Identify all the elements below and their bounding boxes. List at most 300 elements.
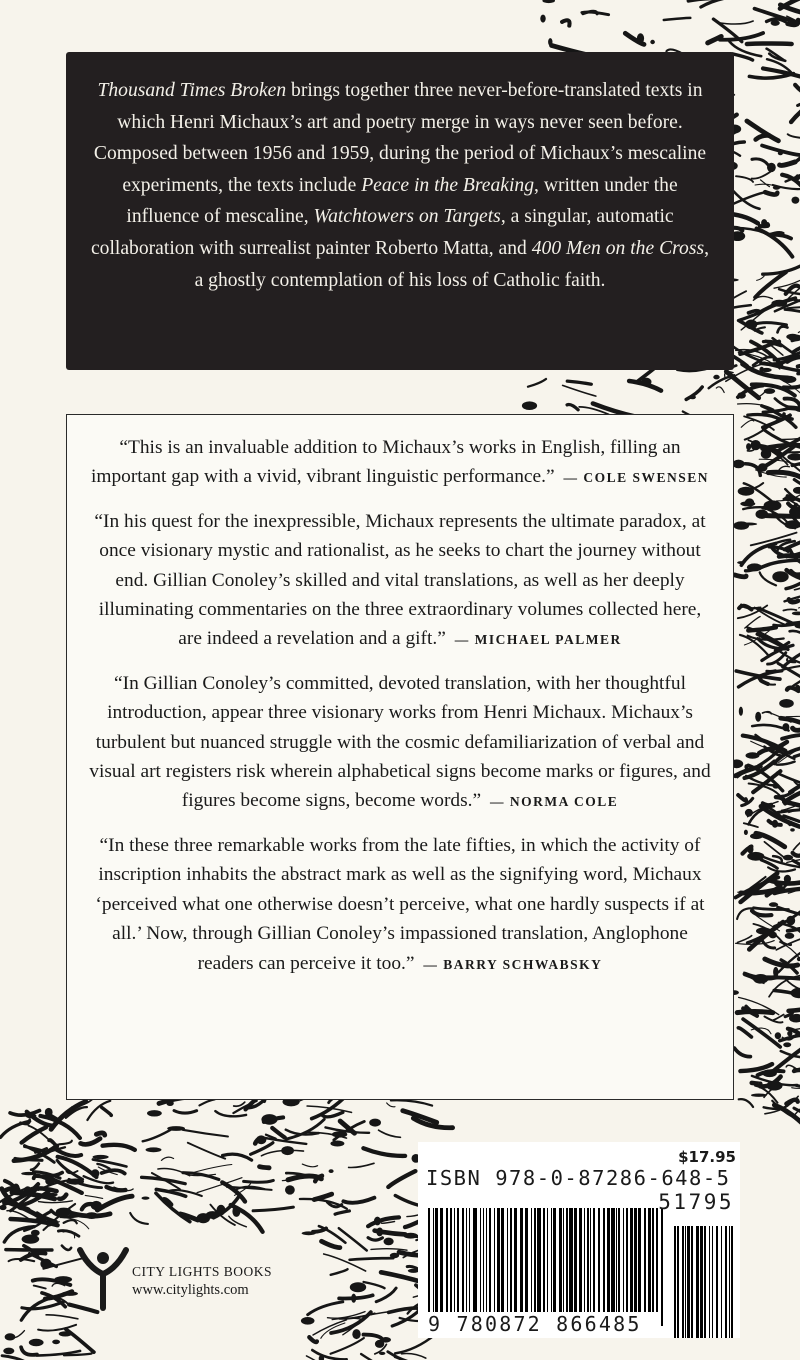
ean-digits: 9 780872 866485	[428, 1312, 642, 1336]
ink-blot	[522, 401, 537, 410]
ink-blot	[787, 453, 800, 460]
ink-stroke	[793, 726, 800, 730]
ink-blot	[755, 712, 761, 722]
ink-stroke	[22, 1302, 64, 1309]
ink-stroke	[343, 1198, 374, 1203]
ink-stroke	[229, 1216, 247, 1227]
ink-blot	[753, 974, 768, 984]
ink-blot	[771, 20, 780, 26]
ink-blot	[750, 833, 763, 839]
barcode-bar	[685, 1226, 686, 1338]
ink-blot	[739, 707, 743, 716]
ink-stroke	[312, 1350, 346, 1359]
barcode-bar	[618, 1208, 620, 1312]
ink-blot	[747, 563, 762, 571]
ink-blot	[767, 163, 776, 172]
work-title-3: 400 Men on the Cross	[531, 237, 705, 259]
ink-blot	[778, 151, 783, 155]
ink-stroke	[402, 1353, 426, 1358]
ink-stroke	[130, 1213, 148, 1224]
ink-blot	[206, 1211, 220, 1219]
ink-stroke	[793, 829, 800, 850]
ink-stroke	[786, 159, 799, 165]
review-text: “In his quest for the inexpressible, Michaux represents the ultimate paradox, at once visionary mystic and rationalist, as he seeks to chart the journey without end. Gillian Conoley’s skilled and vital translations, as well as her deeply illuminating commentaries on the three extraordinary volumes collected here, are indeed a revelation and a gift.”	[94, 510, 706, 650]
ink-stroke	[59, 1141, 72, 1145]
ink-blot	[52, 1340, 60, 1345]
ink-stroke	[744, 823, 758, 827]
ink-blot	[12, 1184, 20, 1195]
ink-blot	[285, 1185, 295, 1194]
barcode-bar	[677, 1226, 679, 1338]
ink-blot	[761, 449, 772, 459]
ink-blot	[46, 1193, 58, 1197]
barcode-bar	[638, 1208, 641, 1312]
ink-blot	[779, 699, 794, 708]
ink-stroke	[364, 1282, 385, 1288]
ink-stroke	[31, 1164, 39, 1170]
barcode-bar	[473, 1208, 477, 1312]
ink-blot	[745, 320, 757, 330]
ink-stroke	[309, 1337, 317, 1342]
ink-blot	[751, 440, 761, 450]
ink-blot	[738, 487, 755, 496]
ink-stroke	[718, 21, 753, 24]
barcode-bar	[483, 1208, 484, 1312]
ink-blot	[746, 752, 760, 758]
blurb-text-4: , a ghostly contemplation of his loss of Catholic faith.	[194, 237, 709, 291]
ink-blot	[91, 1201, 102, 1210]
review-quote	[87, 669, 713, 817]
ink-stroke	[738, 1028, 751, 1037]
barcode-bar	[729, 1226, 730, 1338]
ink-blot	[745, 809, 753, 817]
barcode-bar	[501, 1208, 504, 1312]
ink-blot	[737, 561, 745, 564]
barcode-bar	[494, 1208, 495, 1312]
barcode-bar	[462, 1208, 464, 1312]
barcode-bar	[644, 1208, 646, 1312]
barcode-bar	[457, 1208, 459, 1312]
ink-blot	[5, 1333, 16, 1340]
review-text: “In Gillian Conoley’s committed, devoted translation, with her thoughtful introduction, appear three visionary works from Henri Michaux. Michaux’s turbulent but nuanced struggle with the cosmic defamiliarization of verbal and visual art registers risk wherein alphabetical signs become marks or figures, and figures become signs, become words.”	[89, 672, 711, 812]
publisher-logo	[74, 1228, 304, 1324]
review-quote	[87, 831, 713, 979]
barcode-bar	[587, 1208, 589, 1312]
ink-stroke	[244, 1180, 274, 1182]
ink-blot	[764, 388, 775, 394]
ink-stroke	[368, 1238, 382, 1240]
ink-blot	[792, 612, 800, 616]
ink-blot	[261, 1114, 277, 1125]
barcode-bar	[630, 1208, 633, 1312]
barcode-bar	[520, 1208, 523, 1312]
ink-stroke	[388, 1171, 415, 1187]
ink-stroke	[763, 262, 800, 275]
ink-blot	[783, 855, 793, 861]
barcode-bar	[716, 1226, 718, 1338]
ink-blot	[773, 186, 780, 190]
ink-blot	[772, 820, 778, 828]
ink-stroke	[768, 867, 795, 871]
barcode-bar	[446, 1208, 448, 1312]
barcode-bar	[543, 1208, 545, 1326]
ink-stroke	[741, 420, 754, 427]
ink-blot	[374, 1217, 381, 1226]
barcode-bar	[704, 1226, 706, 1338]
ink-stroke	[789, 1009, 800, 1011]
ink-stroke	[143, 1129, 172, 1141]
ink-blot	[3, 1348, 14, 1355]
barcode-bar	[634, 1208, 637, 1312]
barcode-bar	[725, 1226, 727, 1338]
ink-blot	[740, 501, 755, 506]
ink-blot	[93, 1155, 109, 1159]
ink-stroke	[260, 1167, 270, 1168]
ink-stroke	[767, 671, 776, 672]
ink-stroke	[34, 1286, 46, 1289]
ink-blot	[22, 1235, 40, 1244]
ink-stroke	[567, 405, 578, 410]
barcode-bar	[709, 1226, 710, 1338]
ink-stroke	[528, 379, 546, 387]
ink-blot	[783, 1042, 791, 1047]
barcode-bar	[435, 1208, 438, 1326]
ink-stroke	[794, 1069, 800, 1072]
ink-stroke	[308, 1302, 343, 1315]
barcode-bar	[534, 1208, 536, 1312]
ink-blot	[548, 38, 552, 46]
ink-blot	[166, 1101, 173, 1106]
ink-stroke	[364, 1335, 382, 1339]
ink-stroke	[788, 134, 800, 138]
ink-stroke	[331, 1269, 348, 1275]
ink-blot	[376, 1228, 383, 1237]
ink-stroke	[188, 1143, 225, 1159]
ink-blot	[369, 1119, 381, 1127]
barcode-bar	[531, 1208, 532, 1312]
barcode-bar	[514, 1208, 517, 1312]
ink-stroke	[752, 159, 770, 167]
ink-blot	[785, 933, 795, 939]
ink-stroke	[253, 1207, 293, 1211]
ink-blot	[737, 392, 746, 398]
ink-blot	[766, 1081, 782, 1091]
ink-stroke	[387, 1103, 395, 1107]
ink-blot	[351, 1294, 356, 1303]
barcode-bar	[486, 1208, 487, 1312]
barcode-bar	[687, 1226, 690, 1338]
barcode-bar	[537, 1208, 541, 1312]
ink-blot	[759, 367, 764, 373]
barcode-bar	[551, 1208, 552, 1312]
ink-blot	[375, 1340, 384, 1348]
barcode-bar	[428, 1208, 430, 1326]
barcode-bar	[721, 1226, 722, 1338]
barcode-bar	[440, 1208, 443, 1312]
ink-stroke	[738, 795, 746, 801]
ink-blot	[771, 300, 787, 307]
ink-blot	[650, 40, 655, 44]
book-title: Thousand Times Broken	[97, 80, 287, 101]
ink-blot	[689, 395, 696, 399]
barcode-bar	[696, 1226, 699, 1338]
ink-stroke	[322, 1241, 340, 1247]
ink-stroke	[664, 18, 691, 20]
ink-blot	[281, 1146, 294, 1155]
ink-stroke	[793, 853, 800, 856]
ink-stroke	[782, 735, 800, 739]
ink-stroke	[272, 1128, 285, 1138]
barcode-bar	[623, 1208, 624, 1312]
person-arms-raised-icon	[74, 1228, 132, 1314]
ink-blot	[330, 1141, 344, 1147]
ink-stroke	[376, 1288, 396, 1302]
ink-stroke	[778, 326, 788, 332]
ink-stroke	[736, 176, 753, 182]
ink-stroke	[562, 20, 569, 25]
barcode-bar	[507, 1208, 508, 1312]
ink-blot	[713, 375, 719, 380]
ink-stroke	[747, 43, 792, 44]
ink-blot	[786, 916, 795, 926]
ink-blot	[404, 1233, 418, 1239]
barcode-bar	[466, 1208, 467, 1312]
work-title-1: Peace in the Breaking	[361, 174, 535, 196]
ink-stroke	[752, 911, 771, 916]
ink-blot	[329, 1169, 334, 1173]
barcode-bar	[731, 1226, 733, 1338]
ink-blot	[772, 571, 788, 582]
ink-stroke	[567, 381, 591, 384]
ink-blot	[146, 1147, 162, 1152]
barcode-bar	[656, 1208, 658, 1312]
ink-blot	[773, 783, 780, 788]
ink-blot	[793, 487, 800, 494]
ink-stroke	[34, 1176, 46, 1179]
ink-blot	[24, 1186, 32, 1196]
ink-blot	[756, 510, 769, 519]
ink-stroke	[21, 1347, 37, 1355]
barcode-bar	[648, 1208, 651, 1312]
ink-blot	[791, 988, 800, 998]
ink-blot	[0, 1205, 7, 1210]
ink-stroke	[755, 272, 786, 297]
ink-stroke	[796, 573, 800, 574]
ink-blot	[256, 1135, 266, 1144]
ink-stroke	[223, 1154, 252, 1160]
barcode-bar	[607, 1208, 610, 1312]
ink-stroke	[234, 1102, 245, 1106]
ink-blot	[18, 1206, 26, 1211]
ink-blot	[45, 1108, 53, 1117]
ink-blot	[758, 463, 768, 471]
barcode-bar	[682, 1226, 684, 1338]
ink-stroke	[371, 1249, 407, 1250]
ink-blot	[45, 1177, 54, 1186]
ink-stroke	[739, 1099, 753, 1107]
barcode-bar	[525, 1208, 528, 1312]
barcode-bar	[433, 1208, 434, 1326]
ink-stroke	[142, 1177, 186, 1183]
barcode-bar	[574, 1208, 577, 1312]
ink-stroke	[734, 1048, 750, 1057]
ink-stroke	[286, 1119, 324, 1139]
publisher-name: CITY LIGHTS BOOKS	[132, 1264, 272, 1279]
work-title-2: Watchtowers on Targets	[313, 206, 501, 228]
ink-blot	[540, 15, 545, 23]
ink-stroke	[765, 192, 777, 194]
ink-blot	[774, 882, 783, 887]
ink-stroke	[735, 575, 746, 577]
ink-blot	[769, 902, 778, 907]
review-text: “In these three remarkable works from the late fifties, in which the activity of inscription inhabits the abstract mark as well as the signifying word, Michaux ‘perceived what one otherwise doesn’t perceive, what one hardly suspects if at all.’ Now, through Gillian Conoley’s impassioned translation, Anglophone readers can perceive it too.”	[95, 834, 705, 974]
barcode-bar	[691, 1226, 693, 1338]
barcode-bar	[626, 1208, 628, 1312]
barcode-bar	[579, 1208, 582, 1312]
ink-blot	[756, 928, 771, 935]
ink-stroke	[199, 1099, 215, 1105]
ink-stroke	[5, 1181, 13, 1187]
ink-stroke	[222, 1182, 245, 1201]
ink-blot	[147, 1110, 162, 1116]
ink-stroke	[733, 191, 760, 209]
blurb-text-2: , written under the influence of mescaline,	[126, 174, 678, 228]
barcode-bar	[559, 1208, 562, 1312]
barcode-bar	[652, 1208, 654, 1312]
ink-blot	[787, 1031, 792, 1037]
ink-stroke	[563, 385, 596, 396]
barcode-bar	[553, 1208, 556, 1312]
ink-blot	[782, 723, 789, 731]
ink-stroke	[324, 1254, 366, 1271]
barcode-bar	[510, 1208, 512, 1312]
barcode-bar	[450, 1208, 452, 1312]
ink-stroke	[794, 734, 800, 756]
ink-blot	[54, 1276, 72, 1283]
ink-stroke	[161, 1157, 173, 1160]
ink-blot	[66, 1179, 84, 1185]
ink-blot	[350, 1282, 366, 1292]
ink-blot	[773, 967, 778, 977]
ink-blot	[792, 197, 800, 204]
ink-stroke	[778, 809, 800, 812]
publisher-url: www.citylights.com	[132, 1282, 253, 1299]
review-quote	[87, 507, 713, 655]
ink-blot	[769, 932, 777, 939]
barcode-bar	[616, 1208, 617, 1312]
ink-stroke	[57, 1150, 81, 1156]
ink-stroke	[741, 873, 778, 902]
blurb-text-1: brings together three never-before-translated texts in which Henri Michaux’s art and poetry merge in ways never seen before. Composed between 1956 and 1959, during the period of Michaux’s mescaline experiments, the texts include	[93, 80, 707, 196]
barcode-bar	[547, 1208, 548, 1312]
review-author: — BARRY SCHWABSKY	[423, 956, 603, 972]
ink-stroke	[749, 74, 793, 79]
ink-stroke	[38, 1325, 76, 1331]
barcode-bar	[566, 1208, 568, 1312]
ink-blot	[782, 497, 798, 502]
ink-blot	[775, 1032, 781, 1039]
barcode-bar	[712, 1226, 713, 1338]
ink-stroke	[745, 617, 760, 629]
ink-blot	[741, 523, 757, 526]
ink-stroke	[745, 464, 760, 476]
ink-blot	[59, 1331, 72, 1336]
ink-blot	[641, 378, 651, 387]
ink-stroke	[689, 0, 713, 1]
ink-blot	[91, 1169, 99, 1177]
ink-stroke	[62, 1246, 71, 1250]
ink-stroke	[757, 276, 765, 280]
ink-stroke	[720, 33, 763, 40]
ink-blot	[384, 1238, 394, 1246]
ink-blot	[762, 1070, 777, 1078]
ink-stroke	[786, 714, 800, 716]
barcode-bar	[590, 1208, 591, 1312]
price-code: 51795	[658, 1190, 734, 1214]
ink-stroke	[102, 1108, 112, 1116]
barcode-bar	[661, 1208, 663, 1326]
ink-blot	[29, 1339, 44, 1346]
review-author: — MICHAEL PALMER	[454, 632, 622, 648]
ink-stroke	[349, 1163, 374, 1167]
ink-stroke	[191, 1165, 232, 1174]
ink-blot	[761, 505, 776, 510]
ink-blot	[746, 443, 751, 450]
ink-blot	[761, 219, 767, 227]
ink-stroke	[59, 1195, 66, 1199]
ink-stroke	[739, 606, 751, 610]
ink-stroke	[85, 1195, 103, 1198]
ink-stroke	[785, 309, 800, 314]
ink-stroke	[391, 1100, 432, 1105]
ink-blot	[401, 1275, 405, 1279]
ink-blot	[352, 1329, 360, 1339]
ink-stroke	[379, 1130, 401, 1137]
barcode-bar	[611, 1208, 615, 1312]
barcode-bar	[700, 1226, 703, 1338]
barcode-bar	[563, 1208, 564, 1312]
ink-blot	[790, 828, 795, 831]
ink-blot	[637, 33, 644, 43]
barcode-label	[418, 1142, 740, 1338]
review-text: “This is an invaluable addition to Michaux’s works in English, filling an important gap with a vivid, vibrant linguistic performance.”	[90, 437, 681, 488]
ink-stroke	[350, 1258, 394, 1260]
ink-stroke	[331, 1338, 364, 1354]
ink-blot	[390, 1253, 399, 1258]
review-author: — COLE SWENSEN	[563, 470, 710, 486]
barcode-bar	[674, 1226, 676, 1338]
barcode-bar	[497, 1208, 500, 1312]
ink-stroke	[103, 1145, 135, 1150]
ink-stroke	[772, 1015, 784, 1021]
ink-stroke	[783, 609, 796, 610]
ink-blot	[784, 875, 791, 884]
description-blurb	[66, 52, 734, 370]
ink-stroke	[96, 1133, 104, 1135]
ink-stroke	[790, 631, 800, 637]
ink-blot	[56, 1208, 72, 1216]
ink-blot	[732, 460, 744, 469]
ink-stroke	[784, 383, 800, 388]
ink-stroke	[761, 939, 774, 948]
ink-blot	[744, 830, 748, 835]
ink-blot	[21, 1172, 36, 1175]
ink-stroke	[335, 1211, 349, 1214]
barcode-bar	[469, 1208, 470, 1312]
ink-blot	[142, 1197, 150, 1200]
ink-blot	[332, 1131, 347, 1137]
ink-stroke	[716, 387, 724, 393]
